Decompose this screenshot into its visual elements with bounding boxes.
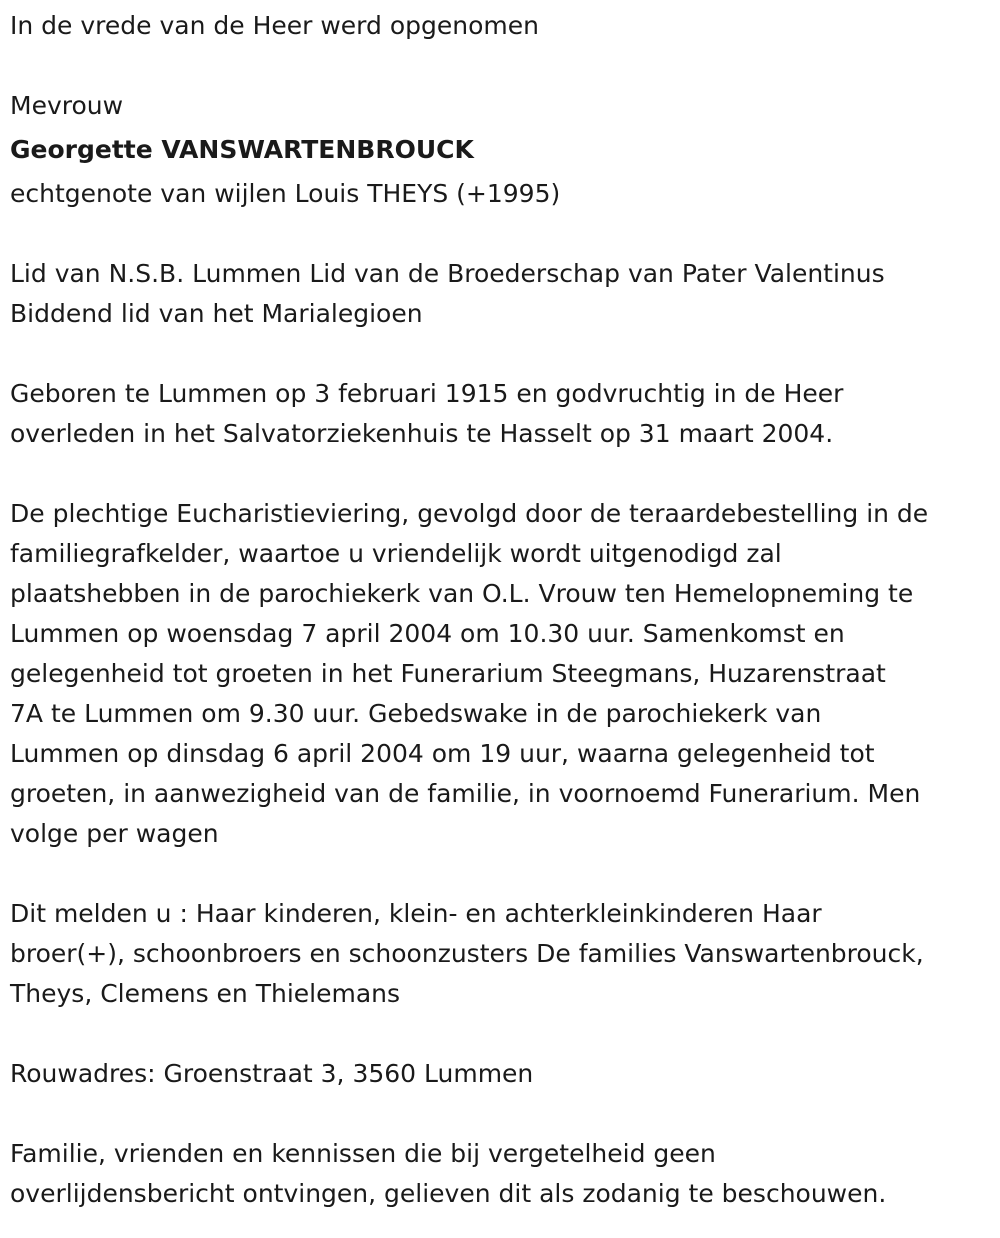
- text-line: gelegenheid tot groeten in het Funerarium Steegmans, Huzarenstraat: [10, 659, 886, 688]
- text-line: overleden in het Salvatorziekenhuis te Hasselt op 31 maart 2004.: [10, 419, 834, 448]
- text-line: volge per wagen: [10, 819, 219, 848]
- mourning-address: Rouwadres: Groenstraat 3, 3560 Lummen: [10, 1059, 534, 1088]
- text-line: familiegrafkelder, waartoe u vriendelijk wordt uitgenodigd zal: [10, 539, 782, 568]
- text-line: Dit melden u : Haar kinderen, klein- en achterkleinkinderen Haar: [10, 899, 822, 928]
- membership-line: Biddend lid van het Marialegioen: [10, 299, 423, 328]
- spouse-text: echtgenote van wijlen Louis THEYS (+1995): [10, 179, 561, 208]
- closing-paragraph: [10, 1134, 928, 1214]
- text-line: groeten, in aanwezigheid van de familie, in voornoemd Funerarium. Men: [10, 779, 921, 808]
- text-line: broer(+), schoonbroers en schoonzusters De families Vanswartenbrouck,: [10, 939, 924, 968]
- memberships: [10, 254, 928, 334]
- text-line: overlijdensbericht ontvingen, gelieven dit als zodanig te beschouwen.: [10, 1179, 887, 1208]
- intro-text: In de vrede van de Heer werd opgenomen: [10, 11, 539, 40]
- text-line: plaatshebben in de parochiekerk van O.L. Vrouw ten Hemelopneming te: [10, 579, 914, 608]
- ceremony-paragraph: [10, 494, 928, 854]
- text-line: De plechtige Eucharistieviering, gevolgd door de teraardebestelling in de: [10, 499, 929, 528]
- membership-line: Lid van N.S.B. Lummen Lid van de Broederschap van Pater Valentinus: [10, 259, 885, 288]
- text-line: Geboren te Lummen op 3 februari 1915 en godvruchtig in de Heer: [10, 379, 844, 408]
- text-line: Theys, Clemens en Thielemans: [10, 979, 401, 1008]
- deceased-name: Georgette VANSWARTENBROUCK: [10, 135, 474, 164]
- text-line: Lummen op dinsdag 6 april 2004 om 19 uur, waarna gelegenheid tot: [10, 739, 875, 768]
- text-line: Lummen op woensdag 7 april 2004 om 10.30 uur. Samenkomst en: [10, 619, 845, 648]
- text-line: 7A te Lummen om 9.30 uur. Gebedswake in de parochiekerk van: [10, 699, 822, 728]
- obituary-notice: [10, 6, 928, 1214]
- announcers-paragraph: [10, 894, 928, 1014]
- salutation: Mevrouw: [10, 91, 124, 120]
- text-line: Familie, vrienden en kennissen die bij vergetelheid geen: [10, 1139, 716, 1168]
- birth-death-paragraph: [10, 374, 928, 454]
